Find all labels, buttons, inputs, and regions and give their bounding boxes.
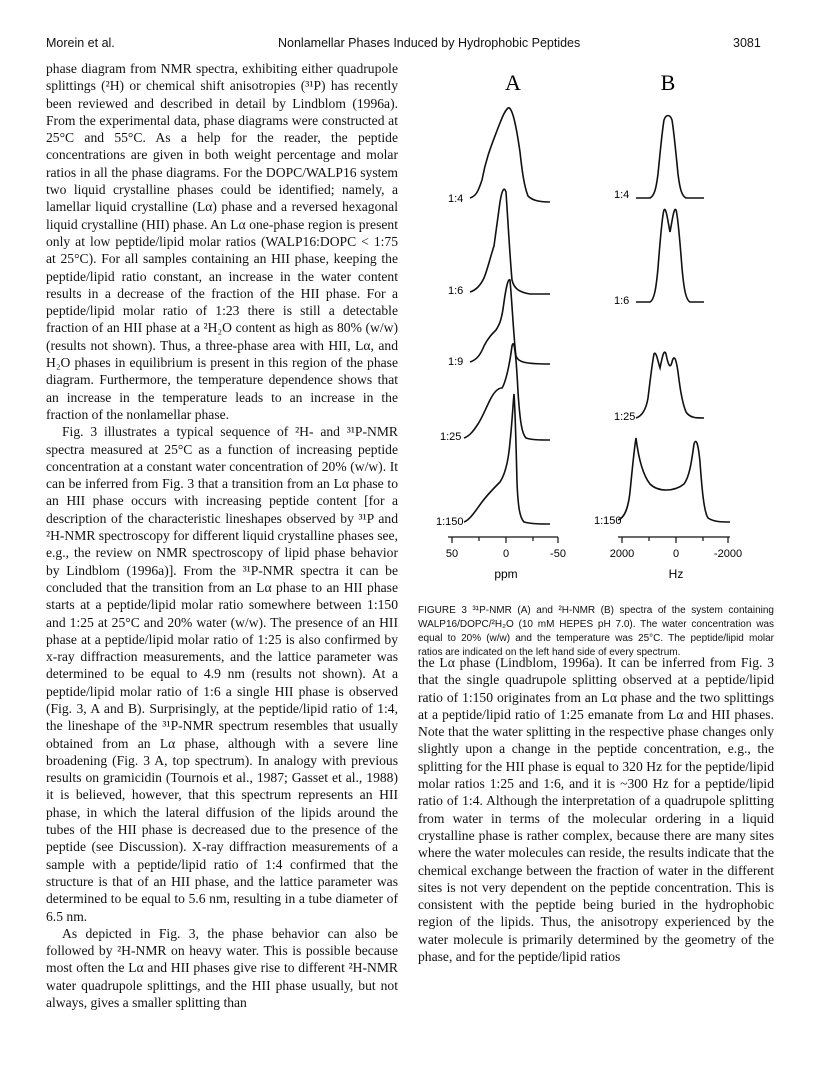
spectrum-b-1-4 [636,116,704,199]
panel-a-unit: ppm [494,567,518,581]
panel-b-ratio-1: 1:4 [614,189,630,201]
panel-b-axis [618,537,730,543]
panel-a-tick-minus-50: -50 [550,548,566,560]
panel-b-ratio-2: 1:6 [614,295,630,307]
figure-3 [418,62,774,602]
panel-a-spectra [464,108,550,524]
running-authors: Morein et al. [46,36,115,50]
panel-b-unit: Hz [668,567,684,581]
nmr-spectra-figure [418,62,774,602]
paragraph-fig3-sequence: Fig. 3 illustrates a typical sequence of ²H- and ³¹P-NMR spectra measured at 25°C as a function of increasing peptide concentration at a constant water concentration of 20% (w/w). It can be inferred from Fig. 3 that a transition from an Lα phase to an HII phase occurs with increasing peptide content [for a description of the characteristic lineshapes observed by ³¹P and ²H-NMR spectroscopy for different liquid crystalline phases see, e.g., the review on NMR spectroscopy of lipid phase behavior by Lindblom (1996a)]. From the ³¹P-NMR spectra it can be concluded that the transition from an Lα phase to an HII phase starts at a peptide/lipid molar ratio somewhere between 1:150 and 1:25 at 25°C and 20% water (w/w). The presence of an HII phase at a peptide/lipid molar ratio of 1:25 is also confirmed by x-ray diffraction measurements, and the lattice parameter was determined to be equal to 4.9 nm (results not shown). At a peptide/lipid molar ratio of 1:6 a single HII phase is observed (Fig. 3, A and B). Surprisingly, at the peptide/lipid ratio of 1:4, the lineshape of the ³¹P-NMR spectrum resembles that usually obtained from an Lα phase, although with a severe line broadening (Fig. 3 A, top spectrum). In analogy with previous results on gramicidin (Tournois et al., 1987; Gasset et al., 1988) it is believed, however, that this spectrum represents an HII phase, in which the lateral diffusion of the lipids around the tubes of the HII phase is decreased due to the presence of the peptide (see Discussion). X-ray diffraction measurements of a sample with a peptide/lipid ratio of 1:4 confirmed that the structure is that of an HII phase, and the lattice parameter was determined to be equal to 5.6 nm, resulting in a tube diameter of 6.5 nm. [46,424,398,924]
panel-a-ratio-2: 1:6 [448,285,464,297]
right-column [418,654,774,965]
panel-a-ratio-4: 1:25 [440,431,462,443]
left-column [46,60,398,1011]
panel-a-tick-0: 0 [502,548,510,560]
page-header [0,36,816,56]
paragraph-phase-diagram: phase diagram from NMR spectra, exhibiting either quadrupole splittings (²H) or chemical shift anisotropies (³¹P) has recently been reviewed and described in detail by Lindblom (1996a). From the experimental data, phase diagrams were constructed at 25°C and 55°C. As a help for the reader, the peptide concentrations are given in both weight percentage and molar ratios in all the phase diagrams. For the DOPC/WALP16 system two liquid crystalline phases could be identified; namely, a lamellar liquid crystalline (Lα) phase and a reversed hexagonal liquid crystalline (HII) phase. An Lα one-phase region is present only at low peptide/lipid molar ratios (WALP16:DOPC < 1:75 at 25°C). For all samples containing an HII phase, keeping the peptide/lipid ratio constant, an increase in the water content results in a decrease of the fraction of the HII phase. For a peptide/lipid molar ratio of 1:23 there is still a detectable fraction of an HII phase at a ²H₂O content as high as 80% (w/w) (results not shown). Thus, a three-phase area with HII, Lα, and H₂O phases in equilibrium is present in this region of the phase diagram. Furthermore, the temperature dependence shows that an increase in the temperature leads to an increase in the fraction of the nonlamellar phase. [46,61,398,422]
spectrum-a-1-9 [470,280,550,364]
figure-caption: FIGURE 3 ³¹P-NMR (A) and ²H-NMR (B) spectra of the system containing WALP16/DOPC/²H₂O (10 mM HEPES pH 7.0). The water concentration was equal to 20% (w/w) and the temperature was 25°C. The peptide/lipid molar ratios are indicated on the left hand side of every spectrum. [418,605,774,658]
spectrum-b-1-25 [636,352,704,418]
panel-a-tick-50: 50 [445,548,459,560]
panel-a-ratio-5: 1:150 [436,516,464,528]
panel-b-tick-2000: 2000 [609,548,635,560]
spectrum-a-1-6 [470,189,550,294]
panel-a-axis [448,537,558,543]
paragraph-heavy-water: As depicted in Fig. 3, the phase behavior can also be followed by ²H-NMR on heavy water. This is possible because most often the Lα and HII phases give rise to different ²H-NMR water quadrupole splittings, and the HII phase usually, but not always, gives a smaller splitting than [46,925,398,1011]
panel-b-label: B [660,70,676,95]
spectrum-a-1-150 [464,394,550,524]
panel-b-tick-0: 0 [672,548,680,560]
spectrum-b-1-6 [636,209,704,302]
running-title: Nonlamellar Phases Induced by Hydrophobic Peptides [278,36,581,50]
panel-b-spectra [618,116,730,523]
panel-a-label: A [505,70,521,95]
panel-a-ratio-3: 1:9 [448,356,464,368]
spectrum-a-1-4 [470,108,550,202]
page-number: 3081 [733,36,761,50]
paragraph-splitting: the Lα phase (Lindblom, 1996a). It can be inferred from Fig. 3 that the single quadrupole splitting observed at a peptide/lipid ratio of 1:150 originates from an Lα phase and the two splittings at a peptide/lipid ratio of 1:25 emanate from Lα and HII phases. Note that the water splitting in the respective phase changes only slightly upon a change in the peptide concentration, e.g., the splitting for the HII phase is equal to 320 Hz for the peptide/lipid molar ratios 1:25 and 1:6, and it is ~300 Hz for a peptide/lipid ratio of 1:4. Although the interpretation of a quadrupole splitting from water in terms of the molecular ordering in a liquid crystalline phase is rather complex, because there are many sites where the water molecules can reside, the results indicate that the chemical exchange between the fraction of water in the different sites is not very dependent on the peptide concentration. This is consistent with the peptide being buried in the hydrophobic region of the lipids. Thus, the anisotropy experienced by the water molecule is primarily determined by the geometry of the phase, and for the peptide/lipid ratios [418,655,774,965]
panel-b-ratio-4: 1:150 [594,515,622,527]
spectrum-b-1-150 [618,438,730,522]
panel-b-ratio-3: 1:25 [614,411,636,423]
panel-b-tick-minus-2000: -2000 [713,548,743,560]
panel-a-ratio-1: 1:4 [448,193,464,205]
